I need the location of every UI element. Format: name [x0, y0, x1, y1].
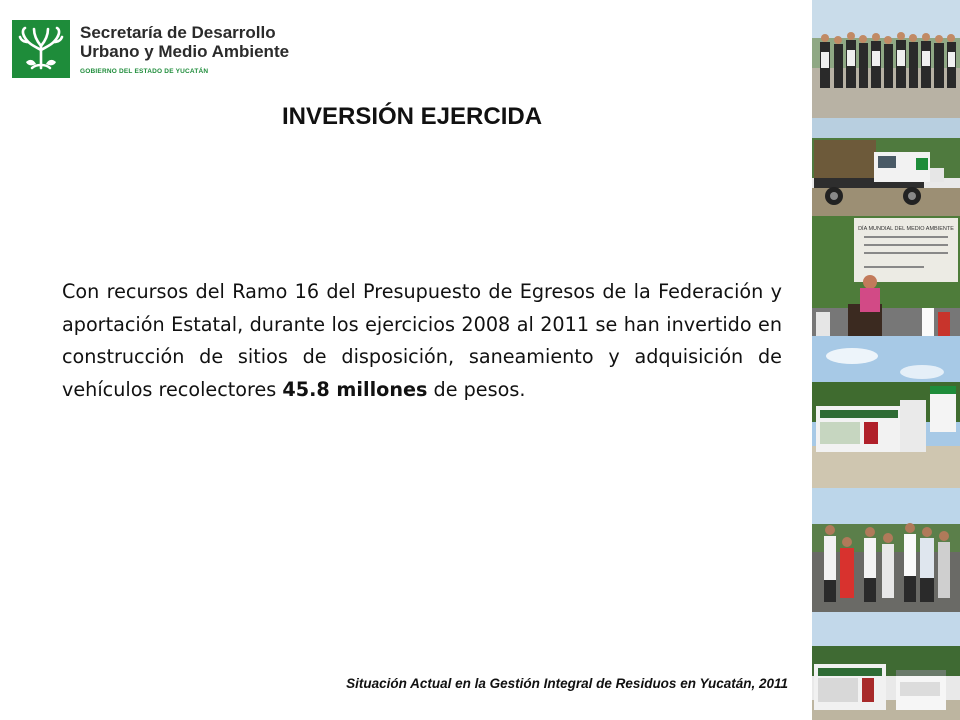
slide-title: INVERSIÓN EJERCIDA [281, 103, 543, 130]
org-subtitle: GOBIERNO DEL ESTADO DE YUCATÁN [80, 68, 209, 75]
slide-footer: Situación Actual en la Gestión Integral de Residuos en Yucatán, 2011 [346, 676, 788, 691]
disposal-site-sign-photo [812, 336, 960, 488]
photo-strip [812, 0, 960, 720]
investment-amount: 45.8 millones [282, 377, 428, 401]
org-name-line1: Secretaría de Desarrollo [80, 23, 276, 42]
body-text-end: de pesos. [427, 377, 526, 401]
facility-building-photo [812, 612, 960, 720]
org-logo [12, 20, 312, 80]
org-name-line2: Urbano y Medio Ambiente [80, 42, 290, 61]
ceremony-sign-text: DÍA MUNDIAL DEL MEDIO AMBIENTE [858, 226, 954, 232]
collection-truck-photo [812, 118, 960, 216]
body-text-main: Con recursos del Ramo 16 del Presupuesto de Egresos de la Federación y aportación Estatal, durante los ejercicios 2008 al 2011 se han invertido en construcción de sitios de disposición, saneamiento y adquisición de vehículos recolectores [62, 280, 782, 401]
body-paragraph [62, 276, 782, 406]
tree-emblem-icon [12, 20, 70, 78]
ceremony-speaker-photo [812, 216, 960, 336]
group-photo [812, 0, 960, 118]
site-visit-group-photo [812, 488, 960, 612]
